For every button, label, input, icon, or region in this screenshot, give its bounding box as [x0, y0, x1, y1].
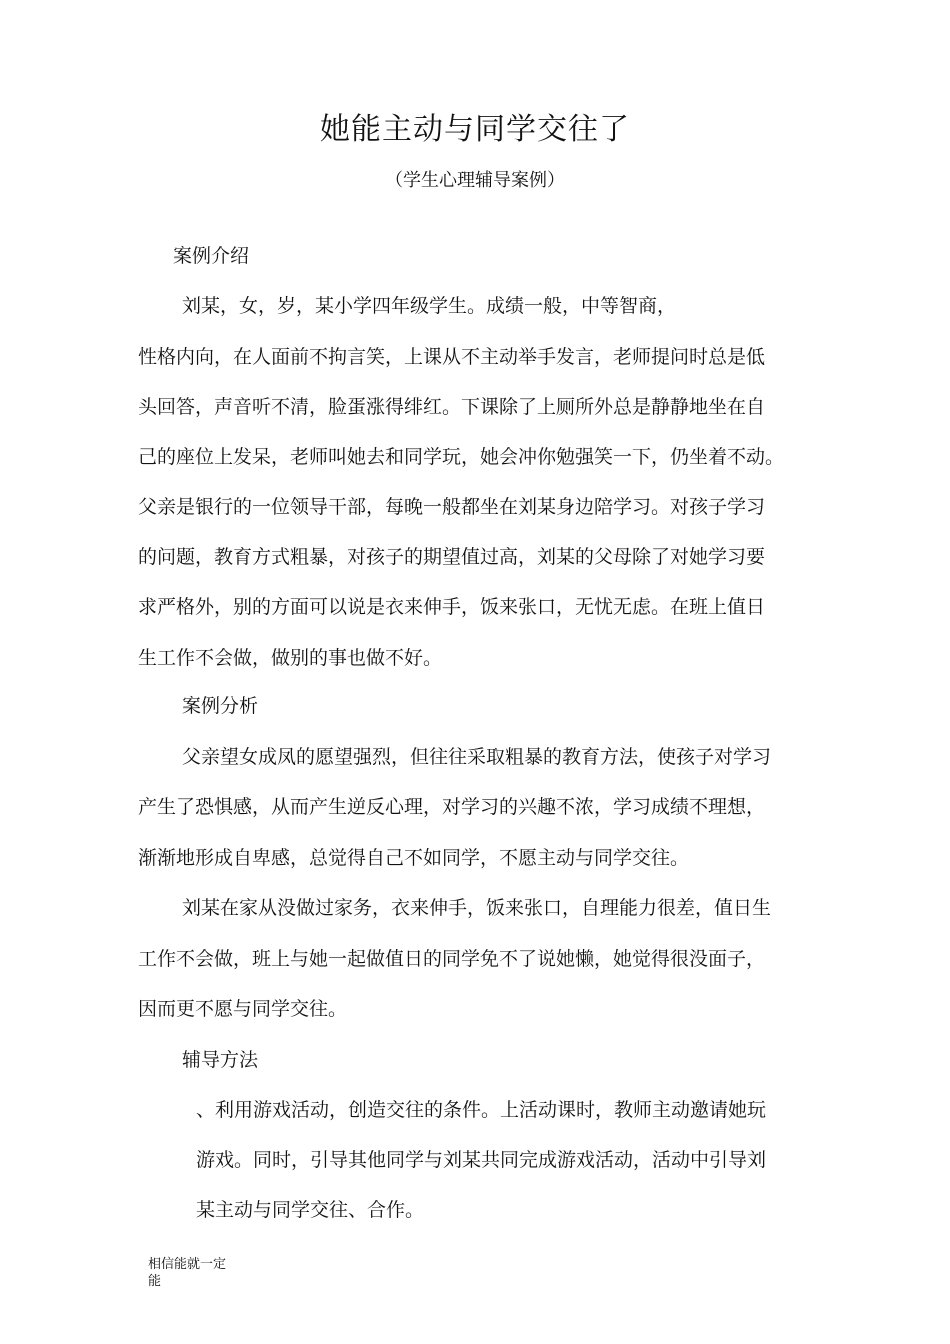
section-heading-case-intro: 案例介绍 — [173, 245, 250, 267]
document-subtitle: （学生心理辅导案例） — [385, 170, 565, 191]
footer-note — [148, 1256, 226, 1290]
paragraph-line: 、利用游戏活动，创造交往的条件。上活动课时，教师主动邀请她玩 — [196, 1099, 767, 1121]
paragraph-line: 游戏。同时，引导其他同学与刘某共同完成游戏活动，活动中引导刘 — [196, 1149, 767, 1171]
paragraph-line: 的问题，教育方式粗暴，对孩子的期望值过高，刘某的父母除了对她学习要 — [138, 546, 766, 568]
footer-line: 相信能就一定 — [148, 1257, 227, 1272]
paragraph-line: 产生了恐惧感，从而产生逆反心理，对学习的兴趣不浓，学习成绩不理想， — [138, 796, 766, 818]
paragraph-line: 刘某在家从没做过家务，衣来伸手，饭来张口，自理能力很差，值日生 — [182, 897, 772, 919]
paragraph-line: 因而更不愿与同学交往。 — [138, 998, 348, 1020]
paragraph-line: 生工作不会做，做别的事也做不好。 — [138, 647, 443, 669]
paragraph-line: 工作不会做，班上与她一起做值日的同学免不了说她懒，她觉得很没面子， — [138, 948, 766, 970]
paragraph-line: 己的座位上发呆，老师叫她去和同学玩，她会冲你勉强笑一下，仍坐着不动。 — [138, 446, 785, 468]
section-heading-case-analysis: 案例分析 — [182, 695, 259, 717]
paragraph-line: 父亲是银行的一位领导干部，每晚一般都坐在刘某身边陪学习。对孩子学习 — [138, 496, 766, 518]
paragraph-line: 渐渐地形成自卑感，总觉得自己不如同学，不愿主动与同学交往。 — [138, 847, 690, 869]
paragraph-line: 某主动与同学交往、合作。 — [196, 1199, 425, 1221]
paragraph-line: 头回答，声音听不清，脸蛋涨得绯红。下课除了上厕所外总是静静地坐在自 — [138, 396, 766, 418]
footer-line: 能 — [148, 1274, 162, 1289]
section-heading-guidance-methods: 辅导方法 — [182, 1049, 259, 1071]
paragraph-line: 刘某，女，岁，某小学四年级学生。成绩一般，中等智商， — [182, 295, 677, 317]
document-title: 她能主动与同学交往了 — [320, 112, 630, 147]
paragraph-line: 父亲望女成凤的愿望强烈，但往往采取粗暴的教育方法，使孩子对学习 — [182, 746, 772, 768]
paragraph-line: 求严格外，别的方面可以说是衣来伸手，饭来张口，无忧无虑。在班上值日 — [138, 596, 766, 618]
paragraph-line: 性格内向，在人面前不拘言笑，上课从不主动举手发言，老师提问时总是低 — [138, 346, 766, 368]
